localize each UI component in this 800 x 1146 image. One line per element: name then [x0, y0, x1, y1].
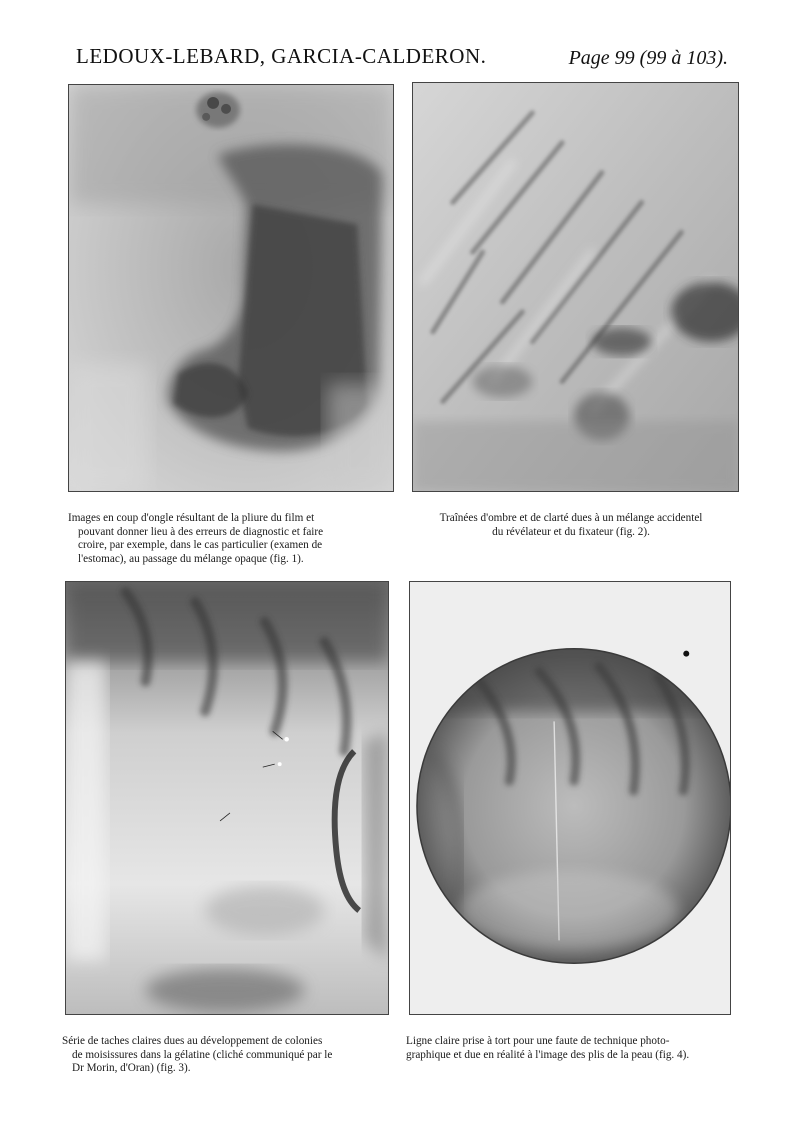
figure-4-radiograph [409, 581, 731, 1015]
figure-3-radiograph [65, 581, 389, 1015]
figure-2-caption [404, 512, 738, 539]
figure-4-caption [406, 1035, 740, 1062]
header-authors: LEDOUX-LEBARD, GARCIA-CALDERON. [76, 44, 487, 68]
caption-line: Dr Morin, d'Oran) (fig. 3). [72, 1062, 191, 1075]
caption-line: du révélateur et du fixateur (fig. 2). [492, 525, 650, 538]
figure-1-radiograph [68, 84, 394, 492]
caption-line: croire, par exemple, dans le cas particulier (examen de [78, 539, 323, 552]
figure-3-caption [62, 1035, 392, 1076]
caption-line: Série de taches claires dues au développement de colonies [62, 1035, 323, 1047]
caption-line: Images en coup d'ongle résultant de la pliure du film et [68, 512, 315, 524]
caption-line: l'estomac), au passage du mélange opaque (fig. 1). [78, 552, 304, 565]
figure-1-image [69, 85, 393, 491]
figure-1-caption [68, 512, 390, 566]
header-page-reference: Page 99 (99 à 103). [568, 47, 728, 69]
figure-4-image [410, 582, 730, 1014]
caption-line: graphique et due en réalité à l'image des plis de la peau (fig. 4). [406, 1048, 690, 1061]
caption-line: Traînées d'ombre et de clarté dues à un mélange accidentel [439, 512, 703, 524]
caption-line: de moisissures dans la gélatine (cliché communiqué par le [72, 1048, 333, 1061]
figure-2-radiograph [412, 82, 739, 492]
figure-2-image [413, 83, 738, 491]
caption-line: Ligne claire prise à tort pour une faute de technique photo- [406, 1035, 670, 1047]
figure-3-image [66, 582, 388, 1014]
caption-line: pouvant donner lieu à des erreurs de diagnostic et faire [78, 525, 324, 538]
